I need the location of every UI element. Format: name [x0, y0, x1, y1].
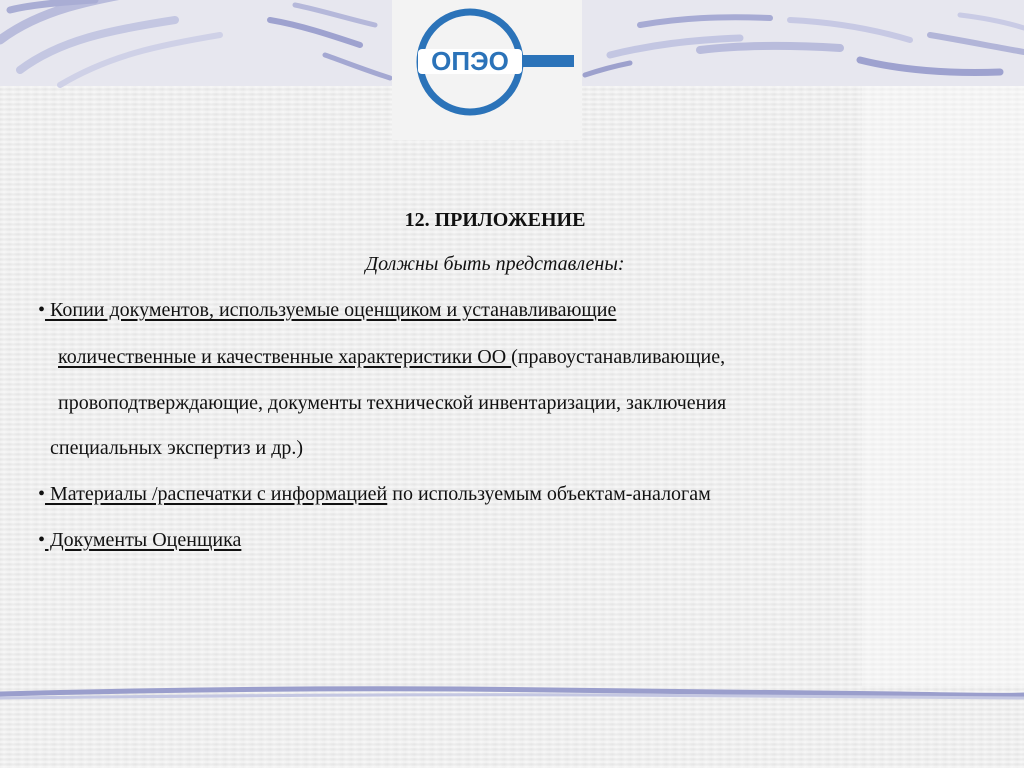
bullet-2-text: по используемым объектам-аналогам [387, 483, 711, 505]
bullet-item-1-line-4: специальных экспертиз и др.) [50, 437, 304, 459]
bullet-item-1-line-1 [38, 298, 616, 322]
bullet-item-3 [38, 528, 241, 552]
bullet-glyph: • [38, 299, 46, 321]
bullet-3-underlined-text: Документы Оценщика [45, 529, 242, 551]
bullet-item-1-line-2 [58, 345, 725, 369]
bullet-glyph: • [38, 529, 46, 551]
bullet-item-1-line-3: провоподтверждающие, документы технической инвентаризации, заключения [58, 392, 727, 414]
decorative-stroke-bottom [0, 684, 1024, 708]
bullet-1-underlined-text: Копии документов, используемые оценщиком и устанавливающие [45, 299, 617, 321]
slide-title: 12. ПРИЛОЖЕНИЕ [404, 209, 586, 231]
bullet-item-2 [38, 482, 711, 506]
logo-text: ОПЭО [431, 46, 509, 76]
bullet-2-underlined-text: Материалы /распечатки с информацией [45, 483, 388, 505]
bullet-glyph: • [38, 483, 46, 505]
bullet-1-text-2: (правоустанавливающие, [511, 346, 726, 368]
slide-subtitle: Должны быть представлены: [365, 253, 625, 275]
bullet-1-underlined-text-2: количественные и качественные характеристики ОО [58, 346, 512, 368]
